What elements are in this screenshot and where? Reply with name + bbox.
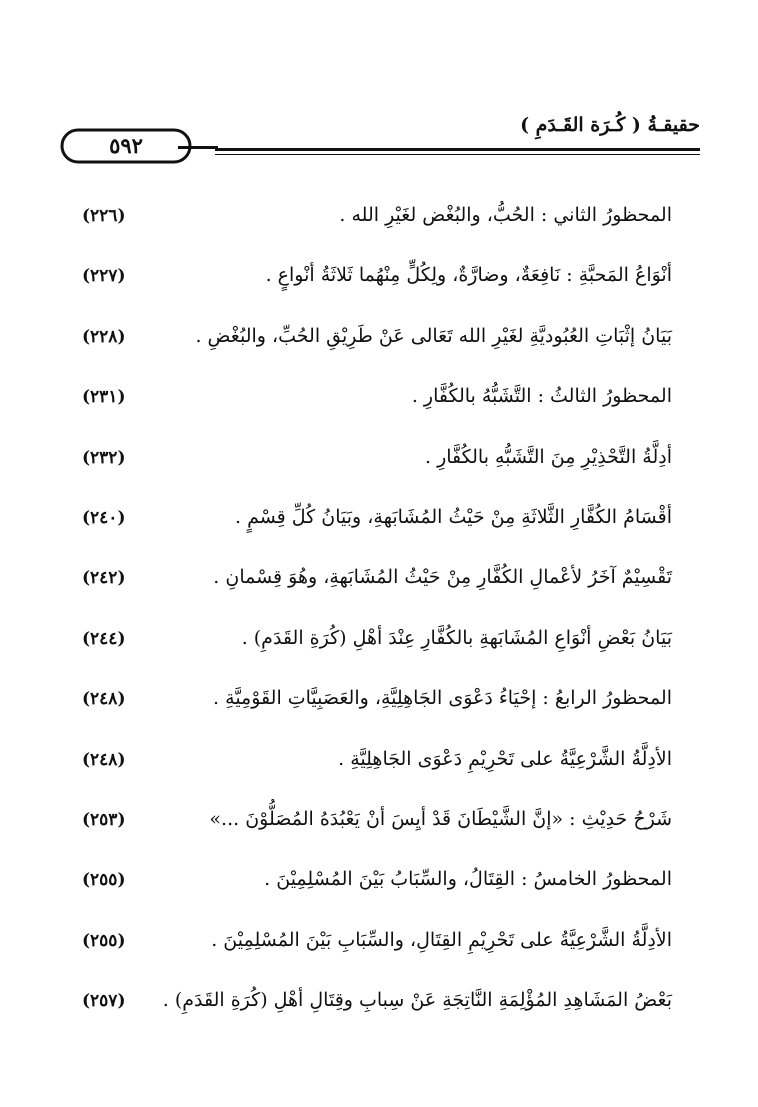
toc-entry [82,915,672,975]
toc-entry [82,552,672,612]
toc-entry-page: (٢٥٣) [82,809,126,830]
toc-entry [82,613,672,673]
toc-entry-title: المحظورُ الثاني : الحُبُّ، والبُغْض لغَيْرِ الله . [339,204,672,226]
page-header [60,112,700,162]
toc-entry-title: شَرْحُ حَدِيْثِ : «إنَّ الشَّيْطَانَ قَدْ أيِسَ أنْ يَعْبُدَهُ المُصَلُّوْنَ ...» [209,807,672,830]
toc-entry-page: (٢٢٧) [82,266,126,287]
toc-entry-page: (٢٢٦) [82,206,126,226]
toc-entry [82,854,672,914]
toc-entry-title: أدِلَّةُ التَّحْذِيْرِ مِنَ التَّشَبُّهِ بالكُفَّارِ . [424,445,672,468]
toc-entry-title: الأدِلَّةُ الشَّرْعِيَّةُ على تَحْرِيْمِ القِتَالِ، والسِّبَابِ بَيْنَ المُسْلِمِيْنَ . [211,928,672,951]
toc-entry [82,794,672,854]
toc-entry-page: (٢٤٢) [82,568,126,589]
toc-entry-page: (٢٣٢) [82,447,126,468]
toc-entry-title: أقْسَامُ الكُفَّارِ الثَّلاثَةِ مِنْ حَيْثُ المُشَابَهةِ، وبَيَانُ كُلِّ قِسْمٍ . [235,505,672,528]
toc-entry-title: المحظورُ الثالثُ : التَّشَبُّهُ بالكُفَّارِ . [411,385,672,408]
toc-entry-title: الأدِلَّةُ الشَّرْعِيَّةُ على تَحْرِيْمِ دَعْوَى الجَاهِلِيَّةِ . [338,747,672,770]
toc-entry [82,492,672,552]
toc-entry [82,734,672,794]
table-of-contents [82,190,672,1035]
toc-entry-title: بَيَانُ إثْبَاتِ العُبُوديَّةِ لغَيْرِ الله تَعَالى عَنْ طَرِيْقِ الحُبِّ، والبُغْضِ . [195,324,672,347]
toc-entry-title: بَيَانُ بَعْضِ أنْوَاعِ المُشَابَهةِ بالكُفَّارِ عِنْدَ أهْلِ (كُرَةِ القَدَمِ) . [241,626,672,649]
toc-entry [82,190,672,250]
toc-entry [82,371,672,431]
toc-entry-page: (٢٥٥) [82,930,126,951]
toc-entry-title: المحظورُ الرابعُ : إحْيَاءُ دَعْوَى الجَاهِلِيَّةِ، والعَصَبِيَّاتِ القَوْمِيَّةِ . [213,687,672,710]
toc-entry [82,311,672,371]
header-rule-thin [215,154,700,155]
toc-entry [82,975,672,1035]
running-title: حقيقـةُ ( كُـرَة القَـدَمِ ) [520,114,700,136]
page-number: ٥٩٢ [109,133,143,158]
toc-entry [82,432,672,492]
toc-entry-title: بَعْضُ المَشَاهِدِ المُؤْلِمَةِ النَّاتِجَةِ عَنْ سِبابِ وقِتَالِ أهْلِ (كُرَةِ القَدَمِ) . [162,989,672,1012]
toc-entry-title: المحظورُ الخامسُ : القِتَالُ، والسِّبَابُ بَيْنَ المُسْلِمِيْنَ . [264,868,672,891]
toc-entry-title: أنْوَاعُ المَحبَّةِ : نَافِعَةٌ، وضارَّةٌ، ولِكُلٍّ مِنْهُما ثَلاثَةُ أنْواعٍ . [265,264,672,287]
toc-entry-page: (٢٤٨) [82,689,126,710]
toc-entry-page: (٢٥٥) [82,870,126,891]
page-number-badge [60,128,192,164]
header-rule [215,148,700,151]
toc-entry-title: تَقْسِيْمٌ آخَرُ لأعْمالِ الكُفَّارِ مِنْ حَيْثُ المُشَابَهةِ، وهُوَ قِسْمانِ . [213,566,672,589]
toc-entry-page: (٢٥٧) [82,991,126,1012]
toc-entry-page: (٢٤٨) [82,749,126,770]
toc-entry [82,250,672,310]
toc-entry-page: (٢٤٤) [82,628,126,649]
toc-entry-page: (٢٣١) [82,387,126,408]
toc-entry-page: (٢٤٠) [82,507,126,528]
toc-entry-page: (٢٢٨) [82,326,126,347]
toc-entry [82,673,672,733]
